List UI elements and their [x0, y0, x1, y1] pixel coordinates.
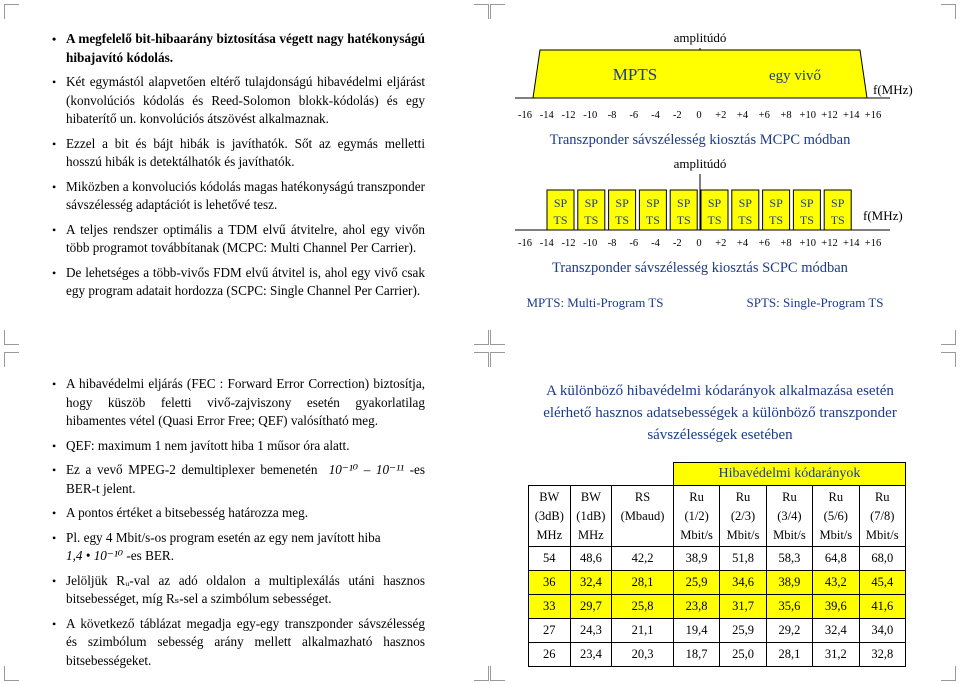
- ts-label: TS: [738, 213, 753, 227]
- column-header: [859, 486, 905, 547]
- freq-unit-top: f(MHz): [873, 82, 913, 97]
- table-cell: 21,1: [612, 619, 674, 643]
- bullet-icon: •: [52, 616, 57, 631]
- table-cell: 20,3: [612, 643, 674, 667]
- tick-label: -4: [651, 110, 660, 121]
- tick-label: +14: [843, 110, 860, 121]
- tick-label: -12: [561, 110, 576, 121]
- amplitude-label-top: amplitúdó: [673, 30, 727, 45]
- table-cell: 28,1: [612, 571, 674, 595]
- bullet-icon: •: [52, 265, 57, 280]
- tick-label: +2: [715, 238, 727, 249]
- bullet-text: QEF: maximum 1 nem javított hiba 1 műsor óra alatt.: [66, 437, 350, 453]
- crop-mark: [474, 666, 489, 681]
- table-cell: 64,8: [813, 547, 859, 571]
- tick-label: -16: [518, 110, 532, 121]
- tick-label: +12: [821, 110, 838, 121]
- column-header-line: RS: [634, 489, 651, 504]
- crop-mark: [4, 352, 19, 367]
- tick-label: +6: [758, 110, 770, 121]
- table-cell: 38,9: [673, 547, 719, 571]
- transponder-allocation-diagram: [495, 18, 925, 318]
- bullet-text: Pl. egy 4 Mbit/s-os program esetén az egy nem javított hiba: [66, 529, 381, 545]
- table-row: [529, 595, 906, 619]
- ts-label: TS: [769, 213, 784, 227]
- bullet-item: [52, 437, 425, 456]
- column-header: [529, 486, 571, 547]
- tick-label: +6: [758, 238, 770, 249]
- column-header-line: (3/4): [777, 508, 802, 523]
- ts-label: TS: [707, 213, 722, 227]
- bullet-list: [52, 375, 425, 670]
- table-cell: 28,1: [766, 643, 812, 667]
- table-row: [529, 571, 906, 595]
- bullet-item: [52, 529, 425, 566]
- tick-label: -4: [651, 238, 660, 249]
- bullet-icon: •: [52, 573, 57, 588]
- bullet-item: [52, 73, 425, 129]
- crop-mark: [474, 330, 489, 345]
- tick-label: +4: [736, 238, 749, 249]
- table-cell: 29,2: [766, 619, 812, 643]
- legend-spts: SPTS: Single-Program TS: [746, 295, 884, 310]
- table-cell: 45,4: [859, 571, 905, 595]
- table-cell: 34,6: [720, 571, 766, 595]
- tick-label: 0: [696, 110, 702, 121]
- column-header-line: (Mbaud): [620, 508, 665, 523]
- table-cell: 19,4: [673, 619, 719, 643]
- tick-label: +4: [736, 110, 749, 121]
- table-cell: 42,2: [612, 547, 674, 571]
- column-header-line: Mbit/s: [680, 527, 713, 542]
- table-cell: 54: [529, 547, 571, 571]
- carrier-label: egy vivő: [768, 68, 822, 84]
- bullet-text: -es BER.: [126, 548, 175, 563]
- bullet-text: A következő táblázat megadja egy-egy transzponder sávszélesség és szimbólum sebesség arány mellett alkalmazható hasznos bitsebességeket.: [66, 615, 425, 668]
- table-cell: 33: [529, 595, 571, 619]
- column-header-line: Ru: [782, 489, 797, 504]
- bullet-item: [52, 615, 425, 671]
- slide-table-title: [535, 380, 905, 446]
- table-cell: 32,4: [570, 571, 612, 595]
- table-cell: 27: [529, 619, 571, 643]
- column-header-line: Mbit/s: [773, 527, 806, 542]
- crop-mark: [941, 330, 956, 345]
- tick-label: -10: [583, 238, 598, 249]
- tick-label: -8: [607, 110, 617, 121]
- table-title: A különböző hibavédelmi kódarányok alkalmazása esetén elérhető hasznos adatsebességek a különböző transzponder sávszélességek esetében: [543, 383, 897, 443]
- bullet-icon: •: [52, 222, 57, 237]
- tick-label: -8: [607, 238, 617, 249]
- column-header-line: Ru: [828, 489, 844, 504]
- mpts-label: MPTS: [612, 65, 658, 84]
- table-cell: 23,8: [673, 595, 719, 619]
- slide-coding-text: [52, 30, 425, 307]
- crop-mark: [4, 330, 19, 345]
- column-header-line: [612, 526, 673, 545]
- tick-labels-top: [518, 110, 881, 121]
- ts-label: TS: [799, 213, 814, 227]
- bullet-list: [52, 30, 425, 301]
- table-cell: 48,6: [570, 547, 612, 571]
- table-cell: 26: [529, 643, 571, 667]
- table-row: [529, 619, 906, 643]
- column-header-line: MHz: [578, 527, 604, 542]
- tick-label: +2: [715, 110, 727, 121]
- slide-fec-text: [52, 375, 425, 676]
- column-header-line: (7/8): [870, 508, 895, 523]
- bullet-text: Ez a vevő MPEG-2 demultiplexer bemenetén: [66, 462, 318, 477]
- legend-mpts: MPTS: Multi-Program TS: [526, 295, 664, 310]
- bullet-item: [52, 135, 425, 172]
- bullet-icon: •: [52, 179, 57, 194]
- ts-label: TS: [584, 213, 599, 227]
- bullet-item: [52, 221, 425, 258]
- table-cell: 25,9: [673, 571, 719, 595]
- column-header-line: BW: [539, 489, 560, 504]
- tick-labels-bottom: [518, 238, 881, 249]
- table-cell: 24,3: [570, 619, 612, 643]
- sp-label: SP: [707, 196, 722, 210]
- bullet-item: [52, 264, 425, 301]
- bullet-item: [52, 178, 425, 215]
- table-cell: 18,7: [673, 643, 719, 667]
- crop-mark: [490, 666, 505, 681]
- column-header-line: (1/2): [684, 508, 709, 523]
- table-cell: 25,8: [612, 595, 674, 619]
- tick-label: +8: [780, 238, 792, 249]
- tick-label: -14: [539, 110, 554, 121]
- bullet-text: De lehetséges a több-vivős FDM elvű átvitel is, ahol egy vivő csak egy program adatait hordozza (SCPC: Single Channel Per Carrier).: [66, 264, 425, 298]
- ts-label: TS: [553, 213, 568, 227]
- column-header-line: (2/3): [730, 508, 756, 523]
- bullet-text: Miközben a konvoluciós kódolás magas hatékonyságú transzponder sávszélesség adaptációt is lehetővé tesz.: [66, 178, 425, 212]
- sp-label: SP: [615, 196, 629, 210]
- tick-label: -2: [672, 110, 682, 121]
- column-header-line: MHz: [536, 527, 563, 542]
- table-cell: 34,0: [859, 619, 905, 643]
- bullet-text: Ezzel a bit és bájt hibák is javíthatók. Sőt az egymás melletti hosszú hibák is detektálhatók és javíthatók.: [66, 135, 425, 169]
- bullet-text: A megfelelő bit-hibaarány biztosítása végett nagy hatékonyságú hibajavító kódolás.: [66, 31, 425, 65]
- tick-label: -6: [629, 110, 639, 121]
- ts-label: TS: [830, 213, 845, 227]
- amplitude-label-bottom: amplitúdó: [673, 156, 727, 171]
- tick-label: +8: [780, 110, 792, 121]
- ber-formula: 10⁻¹⁰ – 10⁻¹¹: [328, 462, 404, 477]
- bullet-icon: •: [52, 136, 57, 151]
- table-cell: 31,2: [813, 643, 859, 667]
- sp-label: SP: [584, 196, 598, 210]
- sp-label: SP: [677, 196, 691, 210]
- table-row: [529, 643, 906, 667]
- crop-mark: [941, 4, 956, 19]
- column-header: [813, 486, 859, 547]
- table-cell: 43,2: [813, 571, 859, 595]
- crop-mark: [474, 352, 489, 367]
- column-header-line: Ru: [874, 489, 890, 504]
- bullet-icon: •: [52, 463, 57, 477]
- sp-label: SP: [769, 196, 783, 210]
- table-cell: 35,6: [766, 595, 812, 619]
- table-blank: [529, 463, 674, 486]
- tick-label: +10: [799, 238, 816, 249]
- table-cell: 23,4: [570, 643, 612, 667]
- ts-label: TS: [645, 213, 660, 227]
- bullet-icon: •: [52, 506, 57, 520]
- bullet-icon: •: [52, 32, 57, 46]
- column-header-line: Ru: [689, 489, 704, 504]
- ber-formula: 1,4 • 10⁻¹⁰: [66, 548, 124, 563]
- bullet-icon: •: [52, 377, 57, 391]
- tick-label: -10: [583, 110, 598, 121]
- ts-label: TS: [615, 213, 630, 227]
- crop-mark: [490, 330, 505, 345]
- tick-label: 0: [696, 238, 702, 249]
- table-cell: 41,6: [859, 595, 905, 619]
- caption-scpc: Transzponder sávszélesség kiosztás SCPC módban: [552, 260, 848, 276]
- column-header: [570, 486, 612, 547]
- bullet-text: A teljes rendszer optimális a TDM elvű átvitelre, ahol egy vivőn több programot továbbítanak (MCPC: Multi Channel Per Carrier).: [66, 221, 425, 255]
- ts-label: TS: [676, 213, 691, 227]
- sp-label: SP: [553, 196, 568, 210]
- caption-mcpc: Transzponder sávszélesség kiosztás MCPC módban: [549, 132, 851, 148]
- column-header-line: (3dB): [534, 508, 564, 523]
- table-cell: 25,9: [720, 619, 766, 643]
- column-header: [766, 486, 812, 547]
- bullet-text: -es BER-t jelent.: [66, 462, 425, 496]
- crop-mark: [4, 666, 19, 681]
- sp-label: SP: [831, 196, 845, 210]
- tick-label: -2: [672, 238, 682, 249]
- table-header-row: [529, 463, 906, 486]
- table-row: [529, 547, 906, 571]
- tick-label: +16: [864, 110, 882, 121]
- bullet-text: Két egymástól alapvetően eltérő tulajdonságú hibavédelmi eljárást (konvolúciós kódolás és Reed-Solomon blokk-kódolás) és egy hibaterítő un. konvolúciós átszövést alkalmaznak.: [66, 74, 425, 126]
- crop-mark: [4, 4, 19, 19]
- tick-label: -16: [518, 238, 532, 249]
- column-header-line: Mbit/s: [726, 527, 760, 542]
- crop-mark: [941, 352, 956, 367]
- table-cell: 39,6: [813, 595, 859, 619]
- bullet-icon: •: [52, 75, 57, 89]
- tick-label: -12: [561, 238, 576, 249]
- bullet-text: Jelöljük Rᵤ-val az adó oldalon a multiplexálás utáni hasznos bitsebességet, míg Rₛ-sel a szimbólum sebességet.: [66, 572, 425, 606]
- crop-mark: [490, 4, 505, 19]
- code-rate-table: [528, 462, 906, 667]
- table-cell: 36: [529, 571, 571, 595]
- column-header: [720, 486, 766, 547]
- table-cell: 58,3: [766, 547, 812, 571]
- bullet-item: [52, 504, 425, 523]
- bullet-icon: •: [52, 530, 57, 545]
- column-header-line: BW: [580, 489, 601, 504]
- column-header-line: Mbit/s: [865, 527, 899, 542]
- table-cell: 38,9: [766, 571, 812, 595]
- crop-mark: [474, 4, 489, 19]
- table-cell: 32,4: [813, 619, 859, 643]
- bullet-item: [52, 572, 425, 609]
- tick-label: +12: [821, 238, 838, 249]
- freq-unit-bottom: f(MHz): [863, 208, 903, 223]
- crop-mark: [941, 666, 956, 681]
- bullet-icon: •: [52, 438, 57, 453]
- bullet-item: [52, 461, 425, 498]
- column-header-line: Ru: [735, 489, 751, 504]
- tick-label: -6: [629, 238, 639, 249]
- tick-label: +14: [843, 238, 860, 249]
- sp-label: SP: [800, 196, 814, 210]
- spts-blocks: [547, 190, 851, 230]
- table-cell: 25,0: [720, 643, 766, 667]
- code-rate-header: Hibavédelmi kódarányok: [673, 463, 905, 486]
- tick-label: -14: [539, 238, 554, 249]
- table-cell: 32,8: [859, 643, 905, 667]
- column-header: [612, 486, 674, 547]
- crop-mark: [490, 352, 505, 367]
- table-cell: 51,8: [720, 547, 766, 571]
- bullet-text: A pontos értéket a bitsebesség határozza meg.: [66, 505, 309, 520]
- column-header-line: (5/6): [823, 508, 848, 523]
- tick-label: +16: [864, 238, 882, 249]
- bullet-item: [52, 375, 425, 431]
- bullet-item: [52, 30, 425, 67]
- column-header-line: Mbit/s: [819, 527, 853, 542]
- column-header-line: (1dB): [576, 508, 606, 523]
- column-header-row: [529, 486, 906, 547]
- table-cell: 31,7: [720, 595, 766, 619]
- table-cell: 68,0: [859, 547, 905, 571]
- bullet-text: A hibavédelmi eljárás (FEC : Forward Error Correction) biztosítja, hogy küszöb feletti vivő-zajviszony esetén gyakorlatilag hibamentes vétel (Quasi Error Free; QEF) valósítható meg.: [66, 376, 425, 428]
- sp-label: SP: [646, 196, 660, 210]
- column-header: [673, 486, 719, 547]
- table-cell: 29,7: [570, 595, 612, 619]
- sp-label: SP: [738, 196, 752, 210]
- tick-label: +10: [799, 110, 816, 121]
